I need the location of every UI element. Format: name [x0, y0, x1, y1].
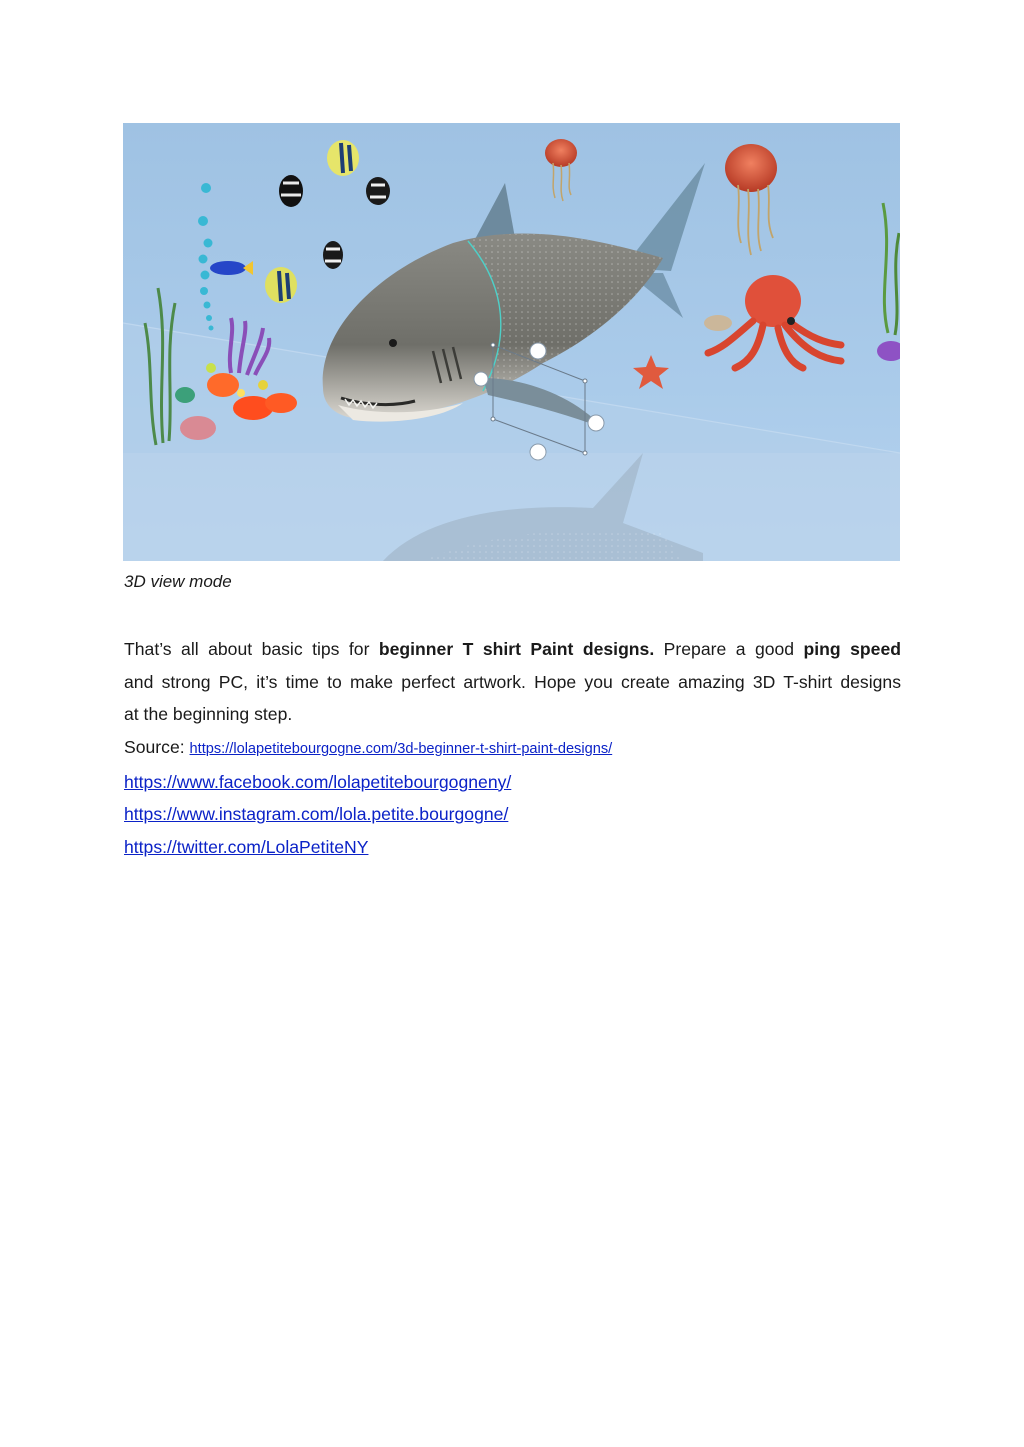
ocean-scene-image	[123, 123, 900, 561]
figure-caption: 3D view mode	[124, 572, 232, 591]
bold-phrase-designs: beginner T shirt Paint designs.	[378, 639, 655, 659]
3d-ocean-scene-icon	[123, 123, 900, 561]
source-links	[124, 731, 612, 863]
source-row	[124, 731, 612, 766]
paragraph-line-2: and strong PC, it’s time to make perfect artwork. Hope you create amazing 3D T-shirt designs	[124, 671, 901, 692]
bold-phrase-ping-speed: ping speed	[803, 639, 901, 659]
paragraph-line-3: at the beginning step.	[124, 704, 293, 724]
twitter-link[interactable]: https://twitter.com/LolaPetiteNY	[124, 836, 369, 857]
facebook-link[interactable]: https://www.facebook.com/lolapetitebourgogneny/	[124, 771, 512, 792]
source-link[interactable]: https://lolapetitebourgogne.com/3d-beginner-t-shirt-paint-designs/	[189, 741, 613, 757]
body-paragraph	[124, 633, 901, 731]
paragraph-line-1: That’s all about basic tips for beginner T shirt Paint designs. Prepare a good ping speed	[124, 639, 901, 659]
instagram-link[interactable]: https://www.instagram.com/lola.petite.bourgogne/	[124, 804, 509, 824]
source-label: Source:	[124, 737, 190, 757]
